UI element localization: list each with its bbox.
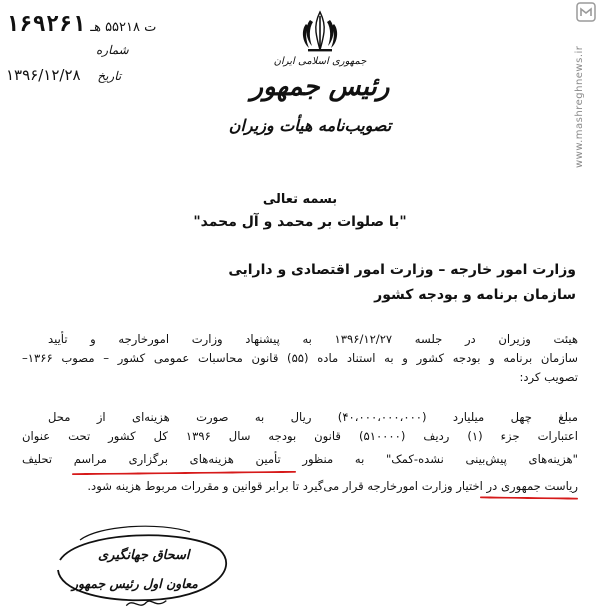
republic-title: جمهوری اسلامی ایران bbox=[273, 56, 367, 67]
number-label: شماره bbox=[96, 43, 129, 57]
recipients-line-1: وزارت امور خارجه – وزارت امور اقتصادی و دارایی bbox=[228, 262, 576, 278]
body-line-3: تصویب کرد: bbox=[519, 370, 578, 384]
signatory-title: معاون اول رئیس جمهور bbox=[72, 576, 198, 591]
highlight-underline-2 bbox=[480, 496, 578, 499]
salawat: "با صلوات بر محمد و آل محمد" bbox=[193, 214, 407, 230]
president-title: رئیس جمهور bbox=[250, 72, 390, 102]
body-line-5: اعتبارات جزء (۱) ردیف (۵۱۰۰۰۰) قانون بودجه سال ۱۳۹۶ کل کشور تحت عنوان bbox=[22, 429, 578, 443]
basmala: بسمه تعالی bbox=[262, 192, 338, 207]
letter-date-row bbox=[6, 66, 121, 84]
letter-number-row bbox=[6, 12, 156, 37]
watermark-text: www.mashreghnews.ir bbox=[574, 45, 585, 168]
signatory-name: اسحاق جهانگیری bbox=[98, 548, 190, 563]
date-label: تاریخ bbox=[97, 69, 122, 83]
iran-emblem-icon bbox=[300, 10, 340, 54]
number-label-row bbox=[96, 40, 129, 58]
body-line-6: "هزینه‌های پیش‌بینی نشده-کمک" به منظور تأمین هزینه‌های برگزاری مراسم تحلیف bbox=[22, 452, 578, 466]
letter-number-prefix: ت ۵۵۲۱۸ هـ bbox=[90, 20, 157, 35]
letter-number: ۱۶۹۲۶۱ bbox=[6, 12, 86, 37]
recipients-line-2: سازمان برنامه و بودجه کشور bbox=[374, 287, 576, 303]
highlight-underline-1 bbox=[72, 471, 296, 475]
cabinet-title: تصویب‌نامه هیأت وزیران bbox=[228, 116, 392, 135]
mashregh-logo-icon bbox=[574, 0, 598, 24]
letter-date: ۱۳۹۶/۱۲/۲۸ bbox=[6, 66, 81, 84]
body-line-7: ریاست جمهوری در اختیار وزارت امورخارجه قرار می‌گیرد تا برابر قوانین و مقررات مربوط هزینه شود. bbox=[87, 479, 578, 493]
body-line-4: مبلغ چهل میلیارد (۴۰،۰۰۰،۰۰۰،۰۰۰) ریال به صورت هزینه‌ای از محل bbox=[48, 410, 578, 424]
handwritten-initial-icon bbox=[118, 594, 178, 614]
body-line-1: هیئت وزیران در جلسه ۱۳۹۶/۱۲/۲۷ به پیشنهاد وزارت امورخارجه و تأیید bbox=[48, 332, 578, 346]
body-line-2: سازمان برنامه و بودجه کشور و به استناد ماده (۵۵) قانون محاسبات عمومی کشور – مصوب ۱۳۶۶– bbox=[22, 351, 578, 365]
